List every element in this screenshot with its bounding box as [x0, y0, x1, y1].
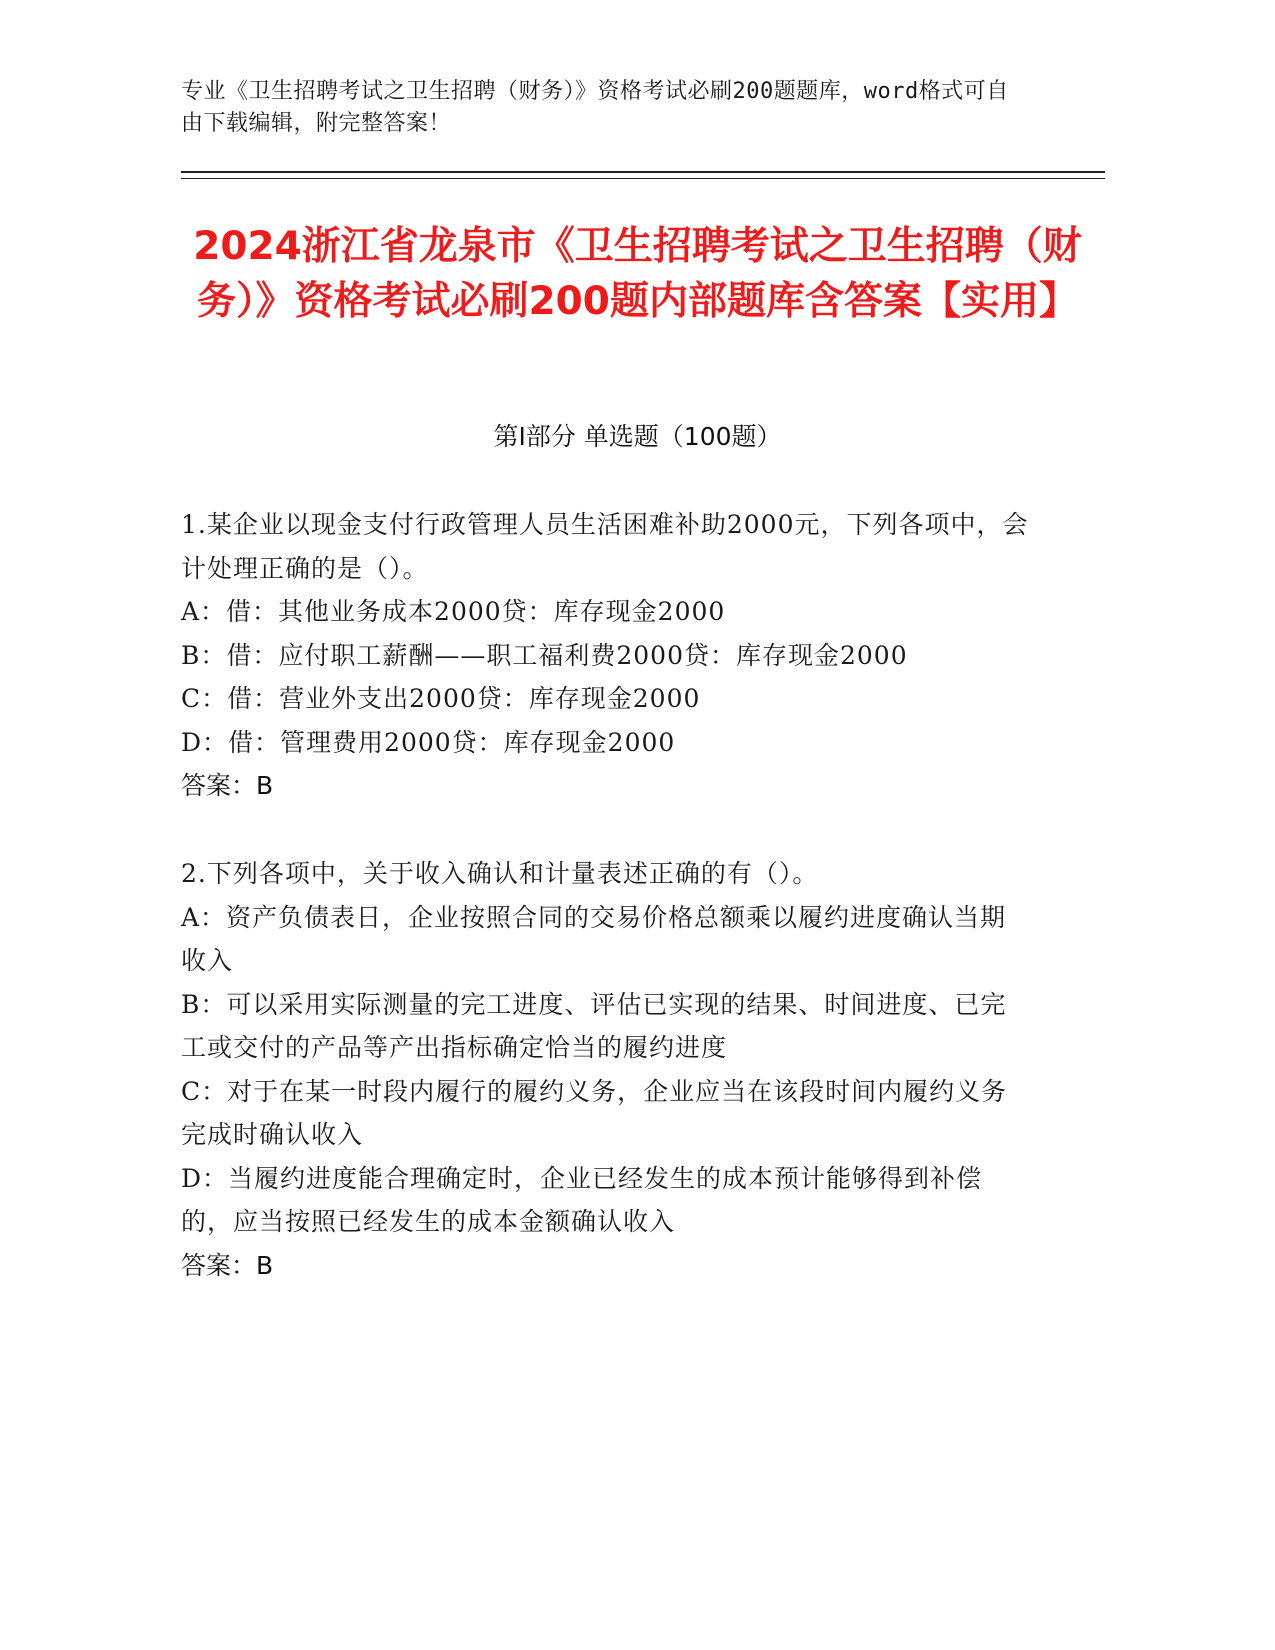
option-d: D：当履约进度能合理确定时，企业已经发生的成本预计能够得到补偿的，应当按照已经发生的成本金额确认收入 [181, 1163, 983, 1236]
header-divider-thin [181, 178, 1105, 179]
answer-label: 答案：B [181, 771, 274, 800]
document-title: 2024浙江省龙泉市《卫生招聘考试之卫生招聘（财务）》资格考试必刷200题内部题库含答案【实用】 [193, 224, 1082, 324]
option-c: C：借：营业外支出2000贷：库存现金2000 [181, 684, 701, 713]
answer-label: 答案：B [181, 1250, 274, 1280]
option-b: B：可以采用实际测量的完工进度、评估已实现的结果、时间进度、已完工或交付的产品等产出指标确定恰当的履约进度 [181, 989, 1007, 1062]
option-c: C：对于在某一时段内履行的履约义务，企业应当在该段时间内履约义务完成时确认收入 [181, 1076, 1008, 1149]
option-a: A：资产负债表日，企业按照合同的交易价格总额乘以履约进度确认当期收入 [181, 902, 1007, 975]
question-block [181, 503, 1031, 808]
option-b: B：借：应付职工薪酬——职工福利费2000贷：库存现金2000 [181, 640, 908, 670]
option-a: A：借：其他业务成本2000贷：库存现金2000 [181, 597, 726, 626]
question-stem: 2.下列各项中，关于收入确认和计量表述正确的有（）。 [181, 859, 819, 888]
header-note: 专业《卫生招聘考试之卫生招聘（财务）》资格考试必刷200题题库，word格式可自由下载编辑，附完整答案！ [181, 79, 1009, 136]
section-heading: 第I部分 单选题（100题） [493, 422, 782, 451]
option-d: D：借：管理费用2000贷：库存现金2000 [181, 727, 676, 757]
question-block [181, 852, 1031, 1287]
header-divider-thick [181, 171, 1105, 173]
question-stem: 1.某企业以现金支付行政管理人员生活困难补助2000元，下列各项中，会计处理正确的是（）。 [181, 510, 1029, 583]
